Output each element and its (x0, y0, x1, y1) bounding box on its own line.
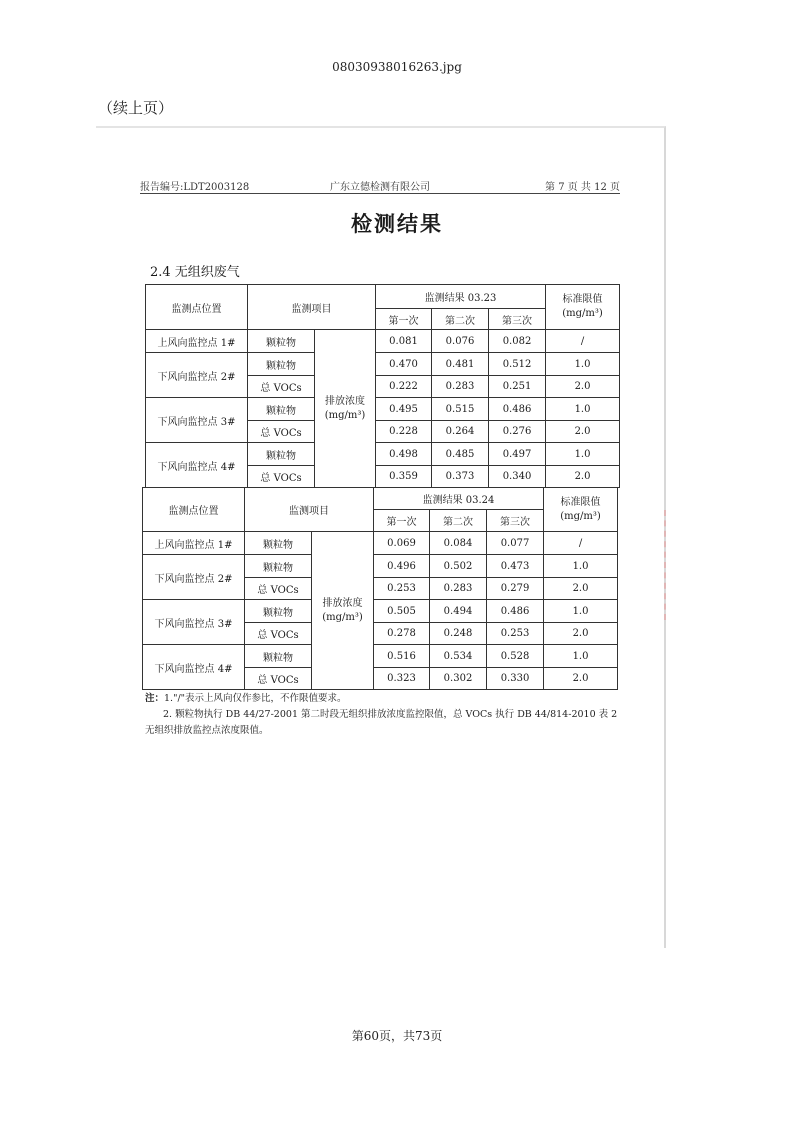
value-cell: 0.373 (432, 466, 489, 488)
table-row (143, 600, 618, 623)
value-cell: 0.081 (376, 330, 432, 353)
header-round-3: 第三次 (489, 309, 546, 330)
report-header (140, 178, 620, 192)
header-item: 监测项目 (248, 285, 376, 330)
item-cell: 颗粒物 (245, 555, 312, 578)
item-cell: 总 VOCs (248, 466, 315, 488)
value-cell: 0.248 (430, 623, 487, 645)
item-cell: 总 VOCs (245, 578, 312, 600)
value-cell: 0.473 (487, 555, 544, 578)
notes (145, 691, 625, 739)
value-cell: 0.481 (432, 353, 489, 376)
report-title: 检测结果 (351, 211, 443, 236)
location-cell: 下风向监控点 3# (146, 398, 248, 443)
value-cell: 0.340 (489, 466, 546, 488)
limit-cell: 2.0 (546, 421, 620, 443)
company-name: 广东立德检测有限公司 (330, 182, 430, 193)
limit-cell: 1.0 (544, 555, 618, 578)
value-cell: 0.515 (432, 398, 489, 421)
value-cell: 0.495 (376, 398, 432, 421)
value-cell: 0.251 (489, 376, 546, 398)
value-cell: 0.512 (489, 353, 546, 376)
value-cell: 0.283 (432, 376, 489, 398)
report-page-info: 第 7 页 共 12 页 (545, 182, 620, 193)
header-limit: 标准限值 (mg/m³) (544, 488, 618, 532)
limit-cell: 2.0 (546, 376, 620, 398)
value-cell: 0.505 (374, 600, 430, 623)
table-row (143, 645, 618, 668)
header-round-3: 第三次 (487, 510, 544, 532)
value-cell: 0.323 (374, 668, 430, 690)
item-cell: 颗粒物 (248, 398, 315, 421)
value-cell: 0.069 (374, 532, 430, 555)
limit-cell: 1.0 (544, 600, 618, 623)
limit-cell: / (546, 330, 620, 353)
value-cell: 0.283 (430, 578, 487, 600)
value-cell: 0.497 (489, 443, 546, 466)
item-cell: 颗粒物 (245, 532, 312, 555)
item-cell: 颗粒物 (245, 645, 312, 668)
header-round-2: 第二次 (430, 510, 487, 532)
value-cell: 0.502 (430, 555, 487, 578)
notes-label: 注： (145, 693, 165, 704)
value-cell: 0.486 (487, 600, 544, 623)
limit-cell: 1.0 (546, 443, 620, 466)
header-results: 监测结果 03.24 (374, 488, 544, 510)
item-cell: 总 VOCs (245, 668, 312, 690)
value-cell: 0.253 (487, 623, 544, 645)
location-cell: 上风向监控点 1# (143, 532, 245, 555)
value-cell: 0.279 (487, 578, 544, 600)
table-row (143, 532, 618, 555)
location-cell: 下风向监控点 3# (143, 600, 245, 645)
item-cell: 总 VOCs (248, 421, 315, 443)
limit-cell: 2.0 (544, 578, 618, 600)
location-cell: 上风向监控点 1# (146, 330, 248, 353)
header-limit: 标准限值 (mg/m³) (546, 285, 620, 330)
value-cell: 0.264 (432, 421, 489, 443)
value-cell: 0.077 (487, 532, 544, 555)
note-line-1 (145, 691, 625, 707)
limit-cell: 1.0 (544, 645, 618, 668)
value-cell: 0.494 (430, 600, 487, 623)
note-1-text: 1."/"表示上风向仅作参比，不作限值要求。 (164, 693, 347, 704)
header-round-1: 第一次 (376, 309, 432, 330)
value-cell: 0.228 (376, 421, 432, 443)
location-cell: 下风向监控点 4# (143, 645, 245, 690)
measure-cell: 排放浓度 (mg/m³) (315, 330, 376, 488)
value-cell: 0.084 (430, 532, 487, 555)
value-cell: 0.486 (489, 398, 546, 421)
table-row (146, 443, 620, 466)
value-cell: 0.485 (432, 443, 489, 466)
item-cell: 颗粒物 (248, 353, 315, 376)
item-cell: 颗粒物 (248, 330, 315, 353)
value-cell: 0.278 (374, 623, 430, 645)
header-results: 监测结果 03.23 (376, 285, 546, 309)
table-row (143, 555, 618, 578)
value-cell: 0.082 (489, 330, 546, 353)
value-cell: 0.498 (376, 443, 432, 466)
value-cell: 0.470 (376, 353, 432, 376)
header-item: 监测项目 (245, 488, 374, 532)
note-line-3: 无组织排放监控点浓度限值。 (145, 725, 269, 736)
value-cell: 0.302 (430, 668, 487, 690)
note-line-2: 2. 颗粒物执行 DB 44/27-2001 第二时段无组织排放浓度监控限值，总 VOCs 执行 DB 44/814-2010 表 2 (163, 709, 618, 720)
limit-cell: 2.0 (546, 466, 620, 488)
value-cell: 0.330 (487, 668, 544, 690)
header-divider (140, 193, 620, 194)
table-row (146, 330, 620, 353)
item-cell: 总 VOCs (245, 623, 312, 645)
section-heading: 2.4 无组织废气 (150, 265, 240, 280)
value-cell: 0.528 (487, 645, 544, 668)
value-cell: 0.076 (432, 330, 489, 353)
table-row (146, 398, 620, 421)
value-cell: 0.534 (430, 645, 487, 668)
filename-label: 08030938016263.jpg (332, 60, 462, 74)
page-footer: 第60页，共73页 (351, 1029, 443, 1043)
location-cell: 下风向监控点 2# (146, 353, 248, 398)
report-number: 报告编号:LDT2003128 (140, 182, 250, 193)
value-cell: 0.253 (374, 578, 430, 600)
limit-cell: 2.0 (544, 623, 618, 645)
header-round-1: 第一次 (374, 510, 430, 532)
value-cell: 0.276 (489, 421, 546, 443)
item-cell: 总 VOCs (248, 376, 315, 398)
limit-cell: 1.0 (546, 353, 620, 376)
limit-cell: / (544, 532, 618, 555)
value-cell: 0.359 (376, 466, 432, 488)
table-row (146, 353, 620, 376)
location-cell: 下风向监控点 2# (143, 555, 245, 600)
header-location: 监测点位置 (143, 488, 245, 532)
item-cell: 颗粒物 (248, 443, 315, 466)
results-table-0323 (145, 284, 620, 488)
header-location: 监测点位置 (146, 285, 248, 330)
continued-label: （续上页） (98, 99, 174, 117)
limit-cell: 2.0 (544, 668, 618, 690)
measure-cell: 排放浓度 (mg/m³) (312, 532, 374, 690)
stamp-edge (656, 510, 666, 620)
limit-cell: 1.0 (546, 398, 620, 421)
header-round-2: 第二次 (432, 309, 489, 330)
value-cell: 0.516 (374, 645, 430, 668)
results-table-0324 (142, 487, 618, 690)
item-cell: 颗粒物 (245, 600, 312, 623)
location-cell: 下风向监控点 4# (146, 443, 248, 488)
value-cell: 0.496 (374, 555, 430, 578)
value-cell: 0.222 (376, 376, 432, 398)
